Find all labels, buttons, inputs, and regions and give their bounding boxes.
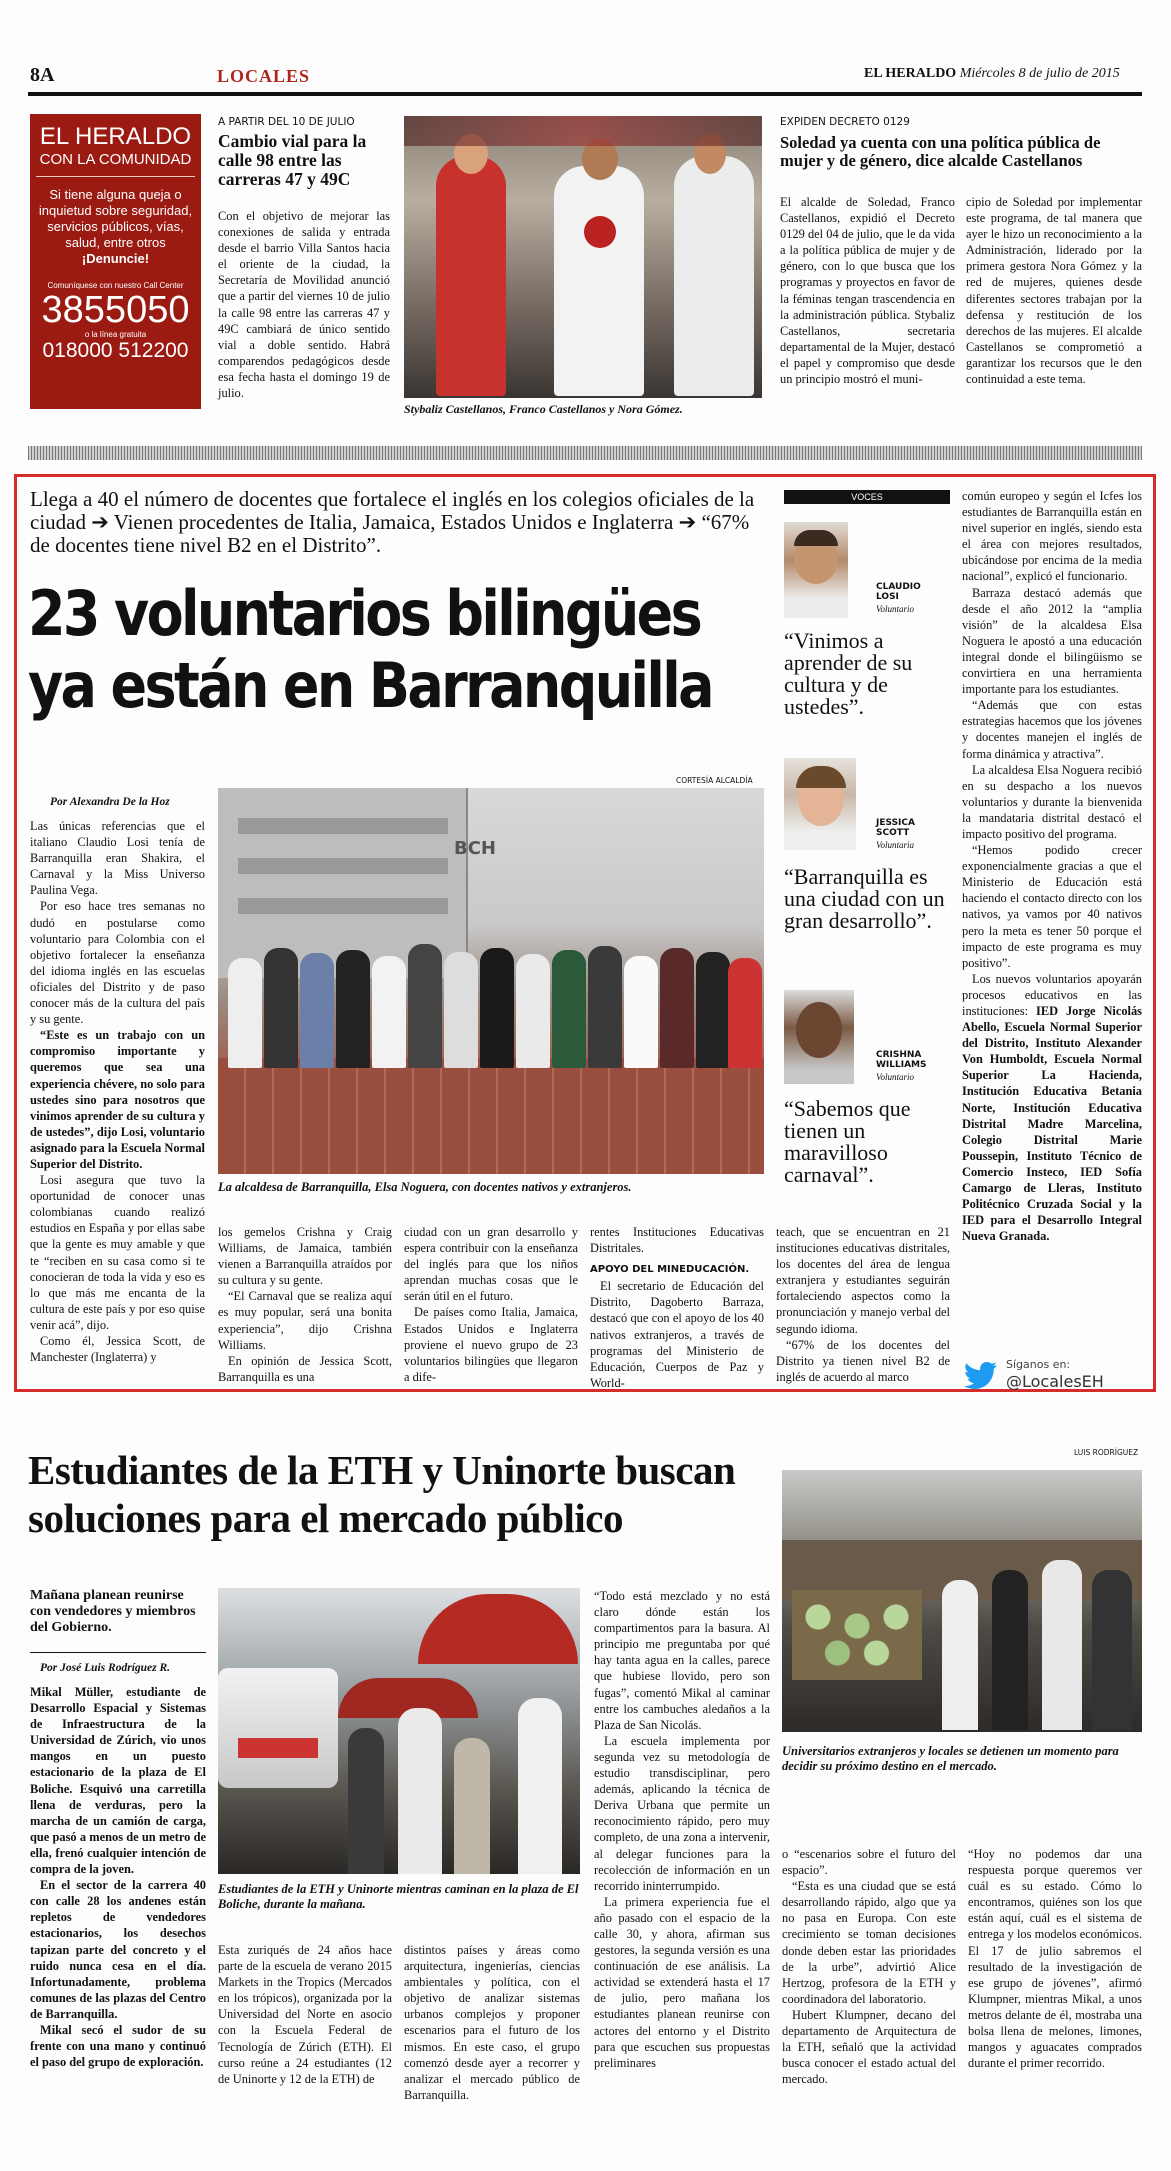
promo-box[interactable] bbox=[30, 114, 201, 409]
header-rule bbox=[28, 92, 1142, 96]
institutions-list: IED Jorge Nicolás Abello, Escuela Normal Superior del Distrito, Instituto Alexander Von Humboldt, Escuela Normal Superior La Hacienda, Institución Educativa Betania Norte, Institución Educativa Distrital Madre Marcelina, Colegio Distrital Marie Poussepin, Instituto Técnico de Comercio Insteco, IED Sofía Camargo de Lleras, Instituto Politécnico Cruzada Social y la IED para el Desarrollo Integral Nueva Granada. bbox=[962, 1004, 1142, 1244]
voz-quote-3: “Sabemos que tienen un maravilloso carnaval”. bbox=[784, 1096, 911, 1187]
voz-name1-3: CRISHNA bbox=[876, 1050, 922, 1060]
promo-phone[interactable]: 3855050 bbox=[41, 289, 190, 331]
main-col2: los gemelos Crishna y Craig Williams, de Jamaica, también vienen a Barranquilla atraídos por su cultura y su gente. “El Carnaval que se realiza aquí es muy popular, será una bonita experiencia”, dijo Crishna Williams. En opinión de Jessica Scott, Barranquilla es una bbox=[218, 1225, 392, 1384]
main-right-col: común europeo y según el Icfes los estudiantes de Barranquilla están en nivel superior en inglés, siendo esta el área con mejores resultados, ubicándose por encima de la media nacional”, explicó el funcionario. Barraza destacó además que desde el año 2012 la “amplia visión” de la alcaldesa Elsa Noguera le apostó a una educación integral donde el bilingüismo se convirtiera en una herramienta importante para los estudiantes. “Además que con estas estrategias hacemos que los jóvenes y docentes manejen el inglés de forma dinámica y atractiva”. La alcaldesa Elsa Noguera recibió en su despacho a los nuevos voluntarios y durante la bienvenida la mandataria distrital destacó el impacto positivo del programa. “Hemos podido crecer exponencialmente gracias a que el Ministerio de Educación está haciendo el contacto directo con los nativos, ya vamos por 40 nativos pero la meta es tener 50 porque el impacto de este programa es muy positivo”. Los nuevos voluntarios apoyarán procesos educativos en las instituciones: IED Jorge Nicolás Abello, Escuela Normal Superior del Distrito, Instituto Alexander Von Humboldt, Escuela Normal Superior La Hacienda, Institución Educativa Betania Norte, Institución Educativa Distrital Madre Marcelina, Colegio Distrital Marie Poussepin, Instituto Técnico de Comercio Insteco, IED Sofía Camargo de Lleras, Instituto Politécnico Cruzada Social y la IED para el Desarrollo Integral Nueva Granada. bbox=[962, 489, 1142, 1244]
story2-photo-credit: LUIS RODRÍGUEZ bbox=[1074, 1448, 1139, 1457]
section-divider bbox=[28, 446, 1142, 460]
main-byline: Por Alexandra De la Hoz bbox=[50, 796, 170, 808]
brief2-headline: Soledad ya cuenta con una política pública de mujer y de género, dice alcalde Castellanos bbox=[780, 133, 1101, 170]
main-col5: teach, que se encuentran en 21 instituciones educativas distritales, los docentes del área de lengua extranjera y estudiantes seguirán fortaleciendo aspectos como la pronunciación y manejo verbal del segundo idioma. “67% de los docentes del Distrito ya tienen nivel B2 de inglés de acuerdo al marco bbox=[776, 1225, 950, 1384]
main-headline-2: ya están en Barranquilla bbox=[28, 649, 712, 722]
brief1-headline: Cambio vial para la calle 98 entre las carreras 47 y 49C bbox=[218, 131, 367, 189]
brief-photo bbox=[404, 116, 762, 398]
story2-col4: “Todo está mezclado y no está claro dónde están los compartimentos para la basura. Al principio me preguntaba por qué hay tanta agua en la calles, parece que hubiese llovido, pero son fugas”, comentó Mikal al caminar entre los cambuches aledaños a la Plaza de San Nicolás. La escuela implementa por segunda vez su metodología de estudio transdisciplinar, pero además, aplicando la técnica de Deriva Urbana que permite un reconocimiento rápido, pero muy completo, de una zona a intervenir, al delegar funciones para la recolección de información en un recorrido ininterrumpido. La primera experiencia fue el año pasado con el espacio de la calle 30, y ahora, afirman sus gestores, la segunda versión es una continuación de ese análisis. La actividad se extenderá hasta el 17 de julio, pero mañana los estudiantes planean reunirse con actores del entorno y el Distrito para que escuchen sus propuestas preliminares bbox=[594, 1589, 770, 2070]
main-photo bbox=[218, 788, 764, 1174]
story2-col2: Esta zuriqués de 24 años hace parte de la escuela de verano 2015 Markets in the Tropics (Mercados en los trópicos), organizada por la Universidad del Norte en asocio con la Escuela Federal de Tecnología de Zúrich (ETH). El curso reúne a 24 estudiantes (12 de Uninorte y 12 de la ETH) de bbox=[218, 1943, 392, 2086]
page-number: 8A bbox=[30, 64, 55, 86]
voz-role-3: Voluntario bbox=[876, 1072, 915, 1082]
voz-name1-2: JESSICA bbox=[876, 818, 915, 828]
twitter-icon bbox=[964, 1362, 998, 1390]
building-sign: BCH bbox=[454, 838, 496, 859]
main-headline-1: 23 voluntarios bilingües bbox=[28, 577, 701, 650]
masthead-date bbox=[864, 66, 1120, 82]
main-col3: ciudad con un gran desarrollo y espera contribuir con la enseñanza del inglés para que los niños aprendan muchas cosas que le serán útil en el futuro. De países como Italia, Jamaica, Estados Unidos e Inglaterra proviene el nuevo grupo de 23 voluntarios bilingües que llegaron a dife- bbox=[404, 1225, 578, 1384]
main-col4: rentes Instituciones Educativas Distritales. APOYO DEL MINEDUCACIÓN. El secretario de Educación del Distrito, Dagoberto Barraza, destacó que con el apoyo de los 40 nativos extranjeros, a través de programas del Ministerio de Educación, Cuerpos de Paz y World- bbox=[590, 1225, 764, 1390]
story2-photo2-caption: Universitarios extranjeros y locales se detienen un momento para decidir su próximo destino en el mercado. bbox=[782, 1744, 1119, 1773]
voces-label: VOCES bbox=[851, 492, 883, 502]
brief2-kicker: EXPIDEN DECRETO 0129 bbox=[780, 116, 910, 128]
brief1-kicker: A PARTIR DEL 10 DE JULIO bbox=[218, 116, 355, 128]
voz-quote-1: “Vinimos a aprender de su cultura y de ustedes”. bbox=[784, 628, 913, 719]
story2-byline: Por José Luis Rodríguez R. bbox=[40, 1662, 171, 1674]
promo-text: Si tiene alguna queja o inquietud sobre seguridad, servicios públicos, vías, salud, entre otros ¡Denuncie! bbox=[38, 187, 193, 266]
voz-quote-2: “Barranquilla es una ciudad con un gran desarrollo”. bbox=[784, 864, 945, 933]
story2-col1: Mikal Müller, estudiante de Desarrollo Espacial y Sistemas de Infraestructura de la Universidad de Zúrich, vio unos mangos en un puesto estacionario de la plaza de El Boliche. Esquivó una carretilla llena de verduras, pero la marcha de un camión de carga, que pasó a menos de un metro de ella, frenó cualquier intención de compra de la joven. En el sector de la carrera 40 con calle 28 los andenes están repletos de vendedores estacionarios, los desechos tapizan parte del concreto y el ruido nunca cesa en el día. Infortunadamente, problema comunes de las plazas del Centro de Barranquilla. Mikal secó el sudor de su frente con una mano y continuó el paso del grupo de exploración. bbox=[30, 1685, 206, 2070]
voz-photo-1 bbox=[784, 522, 848, 618]
voz-photo-3 bbox=[784, 990, 854, 1084]
follow-box[interactable] bbox=[964, 1360, 1144, 1394]
subdeck-rule bbox=[30, 1652, 206, 1653]
brief-photo-caption: Stybaliz Castellanos, Franco Castellanos y Nora Gómez. bbox=[404, 402, 683, 416]
promo-small2: o la línea gratuita bbox=[84, 330, 147, 339]
main-photo-credit: CORTESÍA ALCALDÍA bbox=[676, 776, 753, 785]
section-name: LOCALES bbox=[217, 66, 311, 86]
story2-headline-1: Estudiantes de la ETH y Uninorte buscan bbox=[28, 1447, 736, 1493]
promo-title: EL HERALDO bbox=[39, 123, 192, 150]
main-deck: Llega a 40 el número de docentes que fortalece el inglés en los colegios oficiales de la ciudad ➔ Vienen procedentes de Italia, Jamaica, Estados Unidos e Inglaterra ➔ “67% de docentes tiene nivel B2 en el Distrito”. bbox=[30, 487, 755, 557]
promo-tollfree[interactable]: 018000 512200 bbox=[42, 339, 189, 362]
story2-photo1-caption: Estudiantes de la ETH y Uninorte mientras caminan en la plaza de El Boliche, durante la mañana. bbox=[218, 1882, 579, 1911]
promo-subtitle: CON LA COMUNIDAD bbox=[36, 150, 195, 177]
story2-photo-2 bbox=[782, 1470, 1142, 1732]
voz-role-2: Voluntaria bbox=[876, 840, 915, 850]
voz-name2-2: SCOTT bbox=[876, 828, 910, 838]
mineducacion-subhead: APOYO DEL MINEDUCACIÓN. bbox=[590, 1264, 750, 1276]
voz-role-1: Voluntario bbox=[876, 604, 915, 614]
voz-name2-3: WILLIAMS bbox=[876, 1060, 927, 1070]
follow-label: Síganos en: bbox=[1006, 1358, 1071, 1371]
promo-small1: Comuníquese con nuestro Call Center bbox=[47, 281, 184, 290]
brief2-col1: El alcalde de Soledad, Franco Castellanos, expidió el Decreto 0129 del 04 de julio, que le da vida a la política pública de mujer y de género, con lo que busca que los programas y proyectos en favor de la féminas tengan trascendencia en la administración pública. Stybaliz Castellanos, secretaria departamental de la Mujer, destacó el papel y compromiso que desde un principio mostró el muni- bbox=[780, 195, 955, 387]
paper-name: EL HERALDO bbox=[864, 66, 957, 81]
story2-headline-2: soluciones para el mercado público bbox=[28, 1495, 623, 1541]
voz-name2-1: LOSI bbox=[876, 592, 899, 602]
main-photo-caption: La alcaldesa de Barranquilla, Elsa Noguera, con docentes nativos y extranjeros. bbox=[218, 1180, 632, 1194]
story2-col5: o “escenarios sobre el futuro del espacio”. “Esta es una ciudad que se está desarrollando rápido, algo que ya no pasa en Europa. Con este crecimiento se toman decisiones donde deben estar las prioridades de la urbe”, advirtió Alice Hertzog, profesora de la ETH y coordinadora del laboratorio. Hubert Klumpner, decano del departamento de Arquitectura de la ETH, señaló que la actividad busca conocer el estado actual del mercado. bbox=[782, 1847, 956, 2087]
brief2-col2: cipio de Soledad por implementar este programa, de tal manera que ayer le hizo un reconocimiento a la Administración, liderado por la primera gestora Nora Gómez y la red de mujeres, quienes desde diferentes sectores trabajan por la defensa y restitución de los derechos de las mujeres. El alcalde Castellanos se comprometió a garantizar los recursos que le den continuidad a este tema. bbox=[966, 195, 1142, 387]
issue-date: Miércoles 8 de julio de 2015 bbox=[959, 66, 1120, 81]
story2-col3: distintos países y áreas como arquitectura, ingenierías, ciencias ambientales y política, con el objetivo de analizar sistemas urbanos complejos y proponer escenarios para el futuro de los mismos. En este caso, el grupo comenzó desde ayer a recorrer y analizar el mercado público de Barranquilla. bbox=[404, 1943, 580, 2102]
brief1-body: Con el objetivo de mejorar las conexiones de salida y entrada desde el barrio Villa Santos hacia el oriente de la ciudad, la Secretaría de Movilidad anunció que a partir del viernes 10 de julio la calle 98 entre las carreras 47 y 49C cambiará de único sentido vial a doble sentido. Habrá comparendos pedagógicos desde esa fecha hasta el domingo 19 de julio. bbox=[218, 209, 390, 401]
voz-name1-1: CLAUDIO bbox=[876, 582, 921, 592]
follow-handle[interactable]: @LocalesEH bbox=[1006, 1372, 1104, 1391]
main-col1: Las únicas referencias que el italiano Claudio Losi tenía de Barranquilla eran Shakira, el Carnaval y la Miss Universo Paulina Vega. Por eso hace tres semanas no dudó en postularse como voluntario para Colombia con el objetivo fortalecer la enseñanza del idioma inglés en las escuelas oficiales del Distrito y de paso conocer más de la cultura del país y su gente. “Este es un trabajo con un compromiso importante y queremos que sea una experiencia chévere, no solo para ustedes sino para nosotros que vinimos aprender de su cultura y de ustedes”, dijo Losi, voluntario asignado para la Escuela Normal Superior del Distrito. Losi asegura que tuvo la oportunidad de conocer unas colombianas cuando realizó estudios en España y por ellas sabe que la gente es muy amable y que te “reciben en su casa como si te conocieran de toda la vida y eso es lo que más me encanta de la cultura de este país y por eso quise venir acá”, dijo. Como él, Jessica Scott, de Manchester (Inglaterra) y bbox=[30, 819, 205, 1365]
story2-subdeck: Mañana planean reunirse con vendedores y miembros del Gobierno. bbox=[30, 1588, 196, 1635]
voces-label-bar bbox=[784, 490, 950, 504]
voz-photo-2 bbox=[784, 758, 856, 850]
story2-col6: “Hoy no podemos dar una respuesta porque queremos ver cuál es su estado. Cómo lo encontramos, quiénes son los que están aquí, cuál es el sistema de entrega y los modelos económicos. El 17 de julio sabremos el resultado de la investigación de ese grupo de jóvenes”, afirmó Klumpner, mientras Mikal, a unos metros delante de él, mostraba una bolsa llena de melones, limones, mangos y aguacates comprados durante el primer recorrido. bbox=[968, 1847, 1142, 2071]
story2-photo-1 bbox=[218, 1588, 580, 1874]
